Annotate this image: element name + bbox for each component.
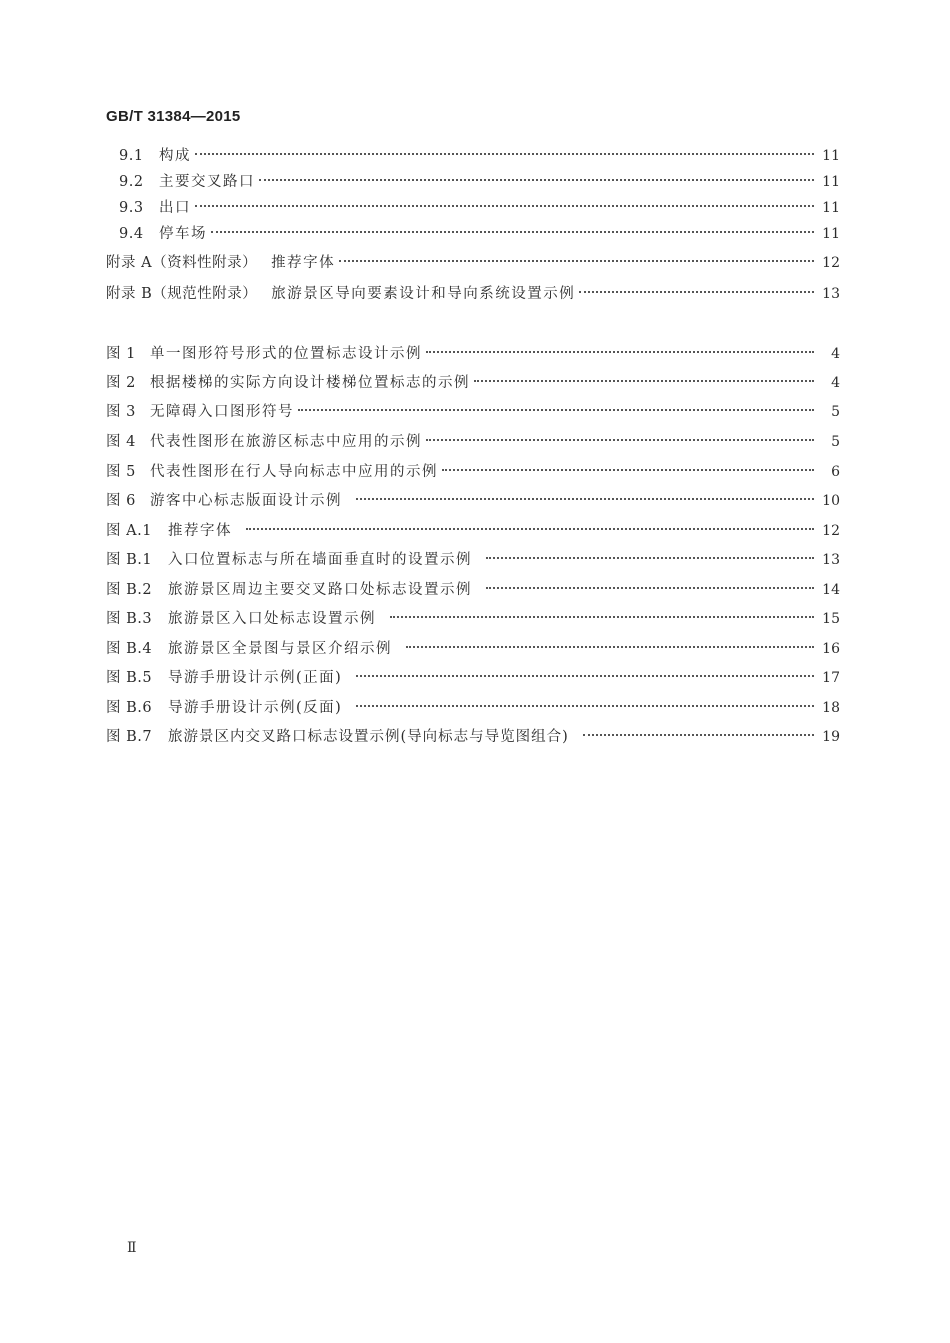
toc-entry-title: 构成 [159,148,191,164]
toc-entry-number: 附录 B（规范性附录） [106,286,258,302]
leader-dots [486,587,814,589]
leader-dots [298,409,814,411]
toc-entry-title: 旅游景区全景图与景区介绍示例 [168,641,392,657]
toc-entry-number: 图 B.6 [106,700,153,716]
toc-entry-title: 根据楼梯的实际方向设计楼梯位置标志的示例 [150,375,470,391]
leader-dots [442,469,814,471]
toc-entry-number: 9.4 [119,226,144,242]
toc-entry-page: 11 [822,200,840,216]
toc-entry-title: 停车场 [159,226,207,242]
toc-entry-title: 主要交叉路口 [159,174,255,190]
toc-entry-page: 11 [822,174,840,190]
leader-dots [356,498,814,500]
toc-entry-page: 11 [822,148,840,164]
toc-entry-title: 导游手册设计示例(正面) [168,670,343,686]
toc-entry-number: 图 B.2 [106,582,153,598]
toc-figure-b4[interactable] [106,638,840,660]
toc-figure-b7[interactable] [106,726,840,748]
toc-entry-title: 导游手册设计示例(反面) [168,700,343,716]
leader-dots [583,734,814,736]
toc-entry-number: 图 5 [106,464,136,480]
toc-entry-9-1[interactable] [106,145,840,167]
toc-figure-b2[interactable] [106,579,840,601]
toc-entry-page: 18 [822,700,840,716]
toc-entry-page: 13 [822,552,840,568]
toc-figure-6[interactable] [106,490,840,512]
toc-figure-3[interactable] [106,401,840,423]
toc-entry-title: 旅游景区内交叉路口标志设置示例(导向标志与导览图组合) [168,729,569,745]
toc-entry-page: 12 [822,255,840,271]
toc-entry-title: 游客中心标志版面设计示例 [150,493,342,509]
toc-entry-number: 图 B.7 [106,729,153,745]
toc-entry-title: 推荐字体 [271,255,336,271]
standard-number: GB/T 31384—2015 [106,108,241,125]
leader-dots [390,616,814,618]
toc-figure-a1[interactable] [106,520,840,542]
toc-entry-9-4[interactable] [106,223,840,245]
toc-entry-page: 13 [822,286,840,302]
toc-entry-number: 图 1 [106,346,136,362]
toc-entry-title: 无障碍入口图形符号 [150,404,294,420]
toc-figure-b3[interactable] [106,608,840,630]
toc-entry-page: 11 [822,226,840,242]
leader-dots [474,380,814,382]
toc-entry-number: 图 2 [106,375,136,391]
leader-dots [579,291,814,293]
toc-entry-number: 图 B.4 [106,641,153,657]
toc-figure-b5[interactable] [106,667,840,689]
toc-entry-title: 代表性图形在旅游区标志中应用的示例 [150,434,422,450]
toc-entry-page: 5 [831,434,840,450]
toc-entry-title: 旅游景区周边主要交叉路口处标志设置示例 [168,582,472,598]
toc-entry-number: 图 6 [106,493,136,509]
toc-entry-page: 5 [831,404,840,420]
toc-entry-number: 9.3 [119,200,144,216]
toc-figure-b6[interactable] [106,697,840,719]
toc-entry-number: 图 4 [106,434,136,450]
toc-entry-title: 旅游景区导向要素设计和导向系统设置示例 [271,286,576,302]
toc-figure-b1[interactable] [106,549,840,571]
toc-entry-page: 16 [822,641,840,657]
toc-entry-page: 4 [831,346,840,362]
toc-entry-page: 14 [822,582,840,598]
toc-entry-number: 图 3 [106,404,136,420]
page-number: Ⅱ [127,1240,137,1256]
toc-figure-2[interactable] [106,372,840,394]
toc-figure-4[interactable] [106,431,840,453]
toc-entry-page: 15 [822,611,840,627]
toc-entry-title: 推荐字体 [168,523,232,539]
leader-dots [195,205,814,207]
toc-entry-page: 6 [831,464,840,480]
leader-dots [259,179,814,181]
toc-entry-appendix-a[interactable] [106,252,840,274]
toc-entry-number: 图 B.3 [106,611,153,627]
leader-dots [426,439,814,441]
leader-dots [486,557,814,559]
toc-entry-title: 旅游景区入口处标志设置示例 [168,611,376,627]
toc-entry-number: 附录 A（资料性附录） [106,255,258,271]
toc-entry-title: 入口位置标志与所在墙面垂直时的设置示例 [168,552,472,568]
leader-dots [356,705,814,707]
toc-entry-number: 9.1 [119,148,144,164]
toc-entry-title: 代表性图形在行人导向标志中应用的示例 [150,464,438,480]
toc-entry-title: 出口 [159,200,191,216]
toc-figure-5[interactable] [106,461,840,483]
leader-dots [356,675,814,677]
toc-entry-9-3[interactable] [106,197,840,219]
toc-entry-9-2[interactable] [106,171,840,193]
leader-dots [426,351,814,353]
toc-entry-page: 19 [822,729,840,745]
toc-entry-number: 图 A.1 [106,523,152,539]
toc-entry-appendix-b[interactable] [106,283,840,305]
toc-entry-page: 12 [822,523,840,539]
leader-dots [339,260,814,262]
leader-dots [195,153,814,155]
toc-figure-1[interactable] [106,343,840,365]
toc-entry-number: 图 B.1 [106,552,153,568]
toc-entry-number: 9.2 [119,174,144,190]
leader-dots [406,646,814,648]
toc-entry-page: 10 [822,493,840,509]
leader-dots [246,528,814,530]
toc-entry-number: 图 B.5 [106,670,153,686]
toc-entry-page: 17 [822,670,840,686]
toc-entry-page: 4 [831,375,840,391]
leader-dots [211,231,814,233]
toc-entry-title: 单一图形符号形式的位置标志设计示例 [150,346,422,362]
